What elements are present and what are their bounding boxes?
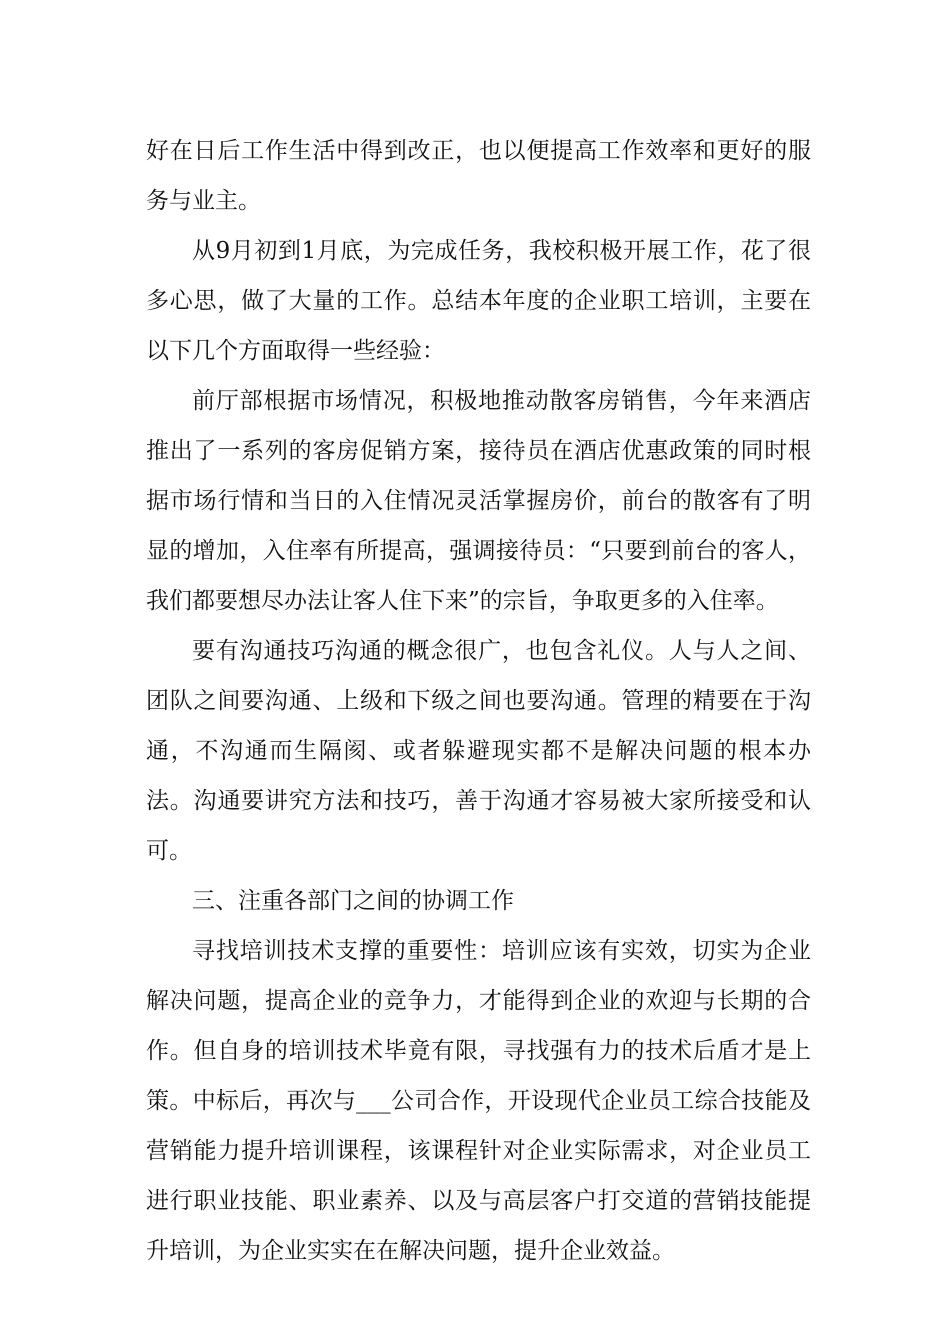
paragraph-continuation: 好在日后工作生活中得到改正，也以便提高工作效率和更好的服务与业主。 bbox=[146, 138, 811, 214]
paragraph-communication: 要有沟通技巧沟通的概念很广，也包含礼仪。人与人之间、团队之间要沟通、上级和下级之间也要沟通。管理的精要在于沟通，不沟通而生隔阂、或者躲避现实都不是解决问题的根本办法。沟通要讲究方法和技巧，善于沟通才容易被大家所接受和认可。 bbox=[146, 638, 811, 864]
document-body bbox=[146, 126, 811, 1276]
paragraph-timeline: 从9月初到1月底，为完成任务，我校积极开展工作，花了很多心思，做了大量的工作。总结本年度的企业职工培训，主要在以下几个方面取得一些经验： bbox=[146, 238, 811, 364]
paragraph-front-office: 前厅部根据市场情况，积极地推动散客房销售，今年来酒店推出了一系列的客房促销方案，接待员在酒店优惠政策的同时根据市场行情和当日的入住情况灵活掌握房价，前台的散客有了明显的增加，入住率有所提高，强调接待员：“只要到前台的客人，我们都要想尽办法让客人住下来”的宗旨，争取更多的入住率。 bbox=[146, 388, 811, 614]
section-heading: 三、注重各部门之间的协调工作 bbox=[192, 888, 514, 914]
paragraph-training-support: 寻找培训技术支撑的重要性：培训应该有实效，切实为企业解决问题，提高企业的竞争力，才能得到企业的欢迎与长期的合作。但自身的培训技术毕竟有限，寻找强有力的技术后盾才是上策。中标后，再次与___公司合作，开设现代企业员工综合技能及营销能力提升培训课程，该课程针对企业实际需求，对企业员工进行职业技能、职业素养、以及与高层客户打交道的营销技能提升培训，为企业实实在在解决问题，提升企业效益。 bbox=[146, 938, 811, 1264]
